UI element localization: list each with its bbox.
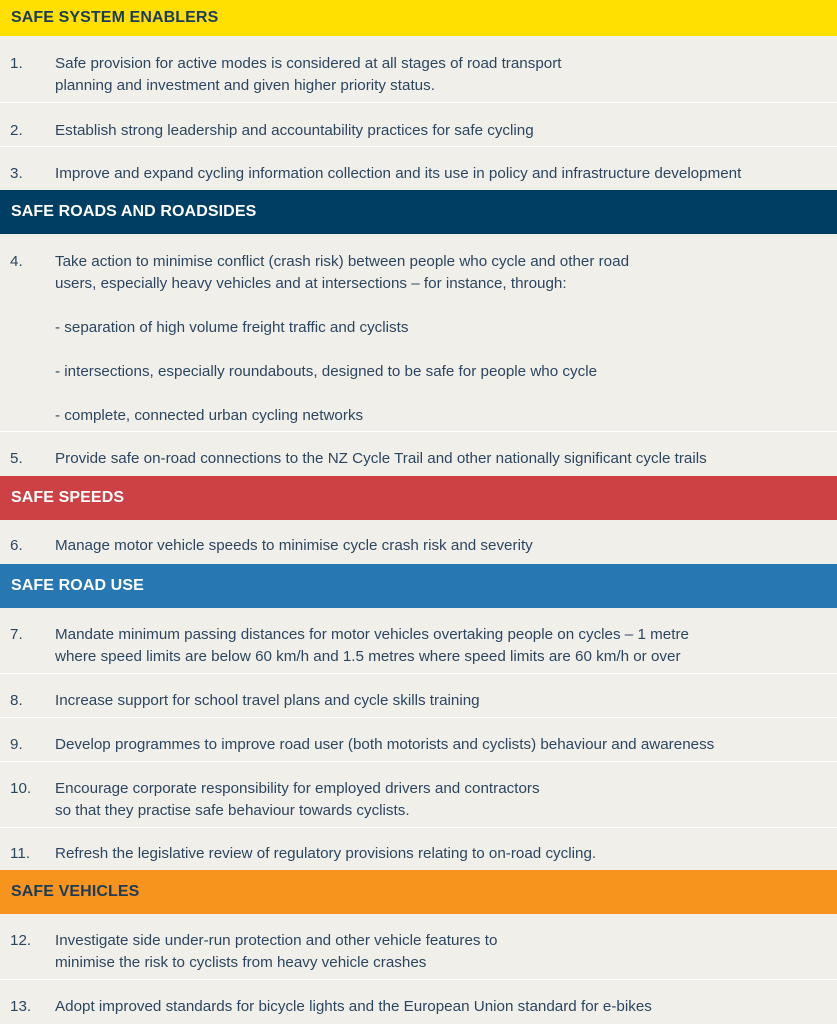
item-text: Develop programmes to improve road user (both motorists and cyclists) behaviour and awareness <box>55 736 715 753</box>
item-number: 7. <box>10 626 23 643</box>
item-text: Increase support for school travel plans and cycle skills training <box>55 692 480 709</box>
section-header-safe-system-enablers: SAFE SYSTEM ENABLERS <box>0 0 837 36</box>
item-text: Refresh the legislative review of regulatory provisions relating to on-road cycling. <box>55 845 597 862</box>
item-number: 6. <box>10 537 23 554</box>
list-item <box>0 718 837 762</box>
item-subpoint: - intersections, especially roundabouts, designed to be safe for people who cycle <box>55 363 598 380</box>
list-item <box>0 828 837 870</box>
item-number: 3. <box>10 165 23 182</box>
item-number: 4. <box>10 253 23 270</box>
item-text: minimise the risk to cyclists from heavy vehicle crashes <box>55 954 427 971</box>
list-item <box>0 36 837 103</box>
list-item <box>0 608 837 674</box>
item-number: 12. <box>10 932 32 949</box>
list-item <box>0 980 837 1024</box>
section-header-safe-vehicles: SAFE VEHICLES <box>0 870 837 914</box>
item-text: Manage motor vehicle speeds to minimise cycle crash risk and severity <box>55 537 533 554</box>
item-number: 10. <box>10 780 32 797</box>
item-text: users, especially heavy vehicles and at intersections – for instance, through: <box>55 275 567 292</box>
item-text: where speed limits are below 60 km/h and 1.5 metres where speed limits are 60 km/h or over <box>55 648 681 665</box>
item-number: 5. <box>10 450 23 467</box>
section-header-safe-roads-and-roadsides: SAFE ROADS AND ROADSIDES <box>0 190 837 234</box>
item-text: planning and investment and given higher priority status. <box>55 77 435 94</box>
list-item <box>0 674 837 718</box>
item-number: 11. <box>10 845 30 862</box>
item-text: Encourage corporate responsibility for employed drivers and contractors <box>55 780 540 797</box>
item-number: 9. <box>10 736 23 753</box>
item-subpoint: - complete, connected urban cycling networks <box>55 407 364 424</box>
section-header-safe-road-use: SAFE ROAD USE <box>0 564 837 608</box>
item-text: Take action to minimise conflict (crash risk) between people who cycle and other road <box>55 253 630 270</box>
list-item <box>0 432 837 476</box>
item-number: 8. <box>10 692 23 709</box>
item-number: 13. <box>10 998 32 1015</box>
item-text: Provide safe on-road connections to the NZ Cycle Trail and other nationally significant cycle trails <box>55 450 707 467</box>
item-subpoint: - separation of high volume freight traffic and cyclists <box>55 319 409 336</box>
item-text: Adopt improved standards for bicycle lights and the European Union standard for e-bikes <box>55 998 652 1015</box>
list-item <box>0 520 837 564</box>
list-item <box>0 234 837 432</box>
item-text: Mandate minimum passing distances for motor vehicles overtaking people on cycles – 1 metre <box>55 626 689 643</box>
list-item <box>0 762 837 828</box>
item-text: so that they practise safe behaviour towards cyclists. <box>55 802 410 819</box>
list-item <box>0 103 837 147</box>
item-text: Safe provision for active modes is considered at all stages of road transport <box>55 55 562 72</box>
item-text: Investigate side under-run protection and other vehicle features to <box>55 932 498 949</box>
item-text: Establish strong leadership and accountability practices for safe cycling <box>55 122 534 139</box>
item-number: 2. <box>10 122 23 139</box>
item-number: 1. <box>10 55 23 72</box>
list-item <box>0 914 837 980</box>
item-text: Improve and expand cycling information collection and its use in policy and infrastructure development <box>55 165 742 182</box>
section-header-safe-speeds: SAFE SPEEDS <box>0 476 837 520</box>
list-item <box>0 147 837 190</box>
